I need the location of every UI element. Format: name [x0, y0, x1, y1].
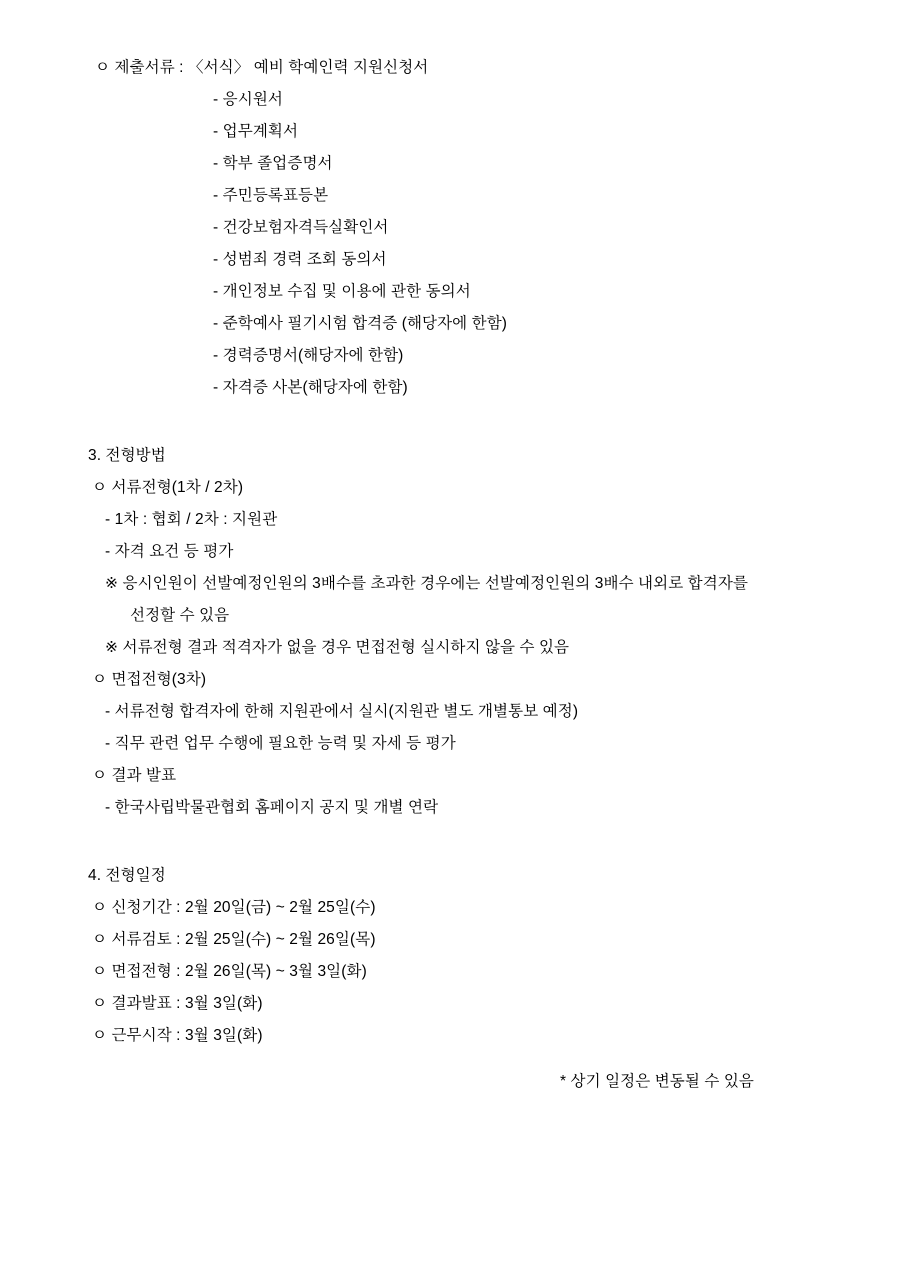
submission-document-item: - 자격증 사본(해당자에 한함) [213, 379, 408, 396]
submission-document-item: - 개인정보 수집 및 이용에 관한 동의서 [213, 283, 471, 300]
selection-method-line: - 자격 요건 등 평가 [105, 543, 234, 560]
selection-method-note: ※ 응시인원이 선발예정인원의 3배수를 초과한 경우에는 선발예정인원의 3배수 내외로 합격자를 [105, 575, 748, 592]
selection-method-line: ㅇ 결과 발표 [92, 767, 177, 784]
spacer [0, 824, 900, 860]
submission-documents-heading: ㅇ 제출서류 : 〈서식〉 예비 학예인력 지원신청서 [95, 59, 429, 76]
schedule-line: ㅇ 결과발표 : 3월 3일(화) [92, 995, 263, 1012]
schedule-line: ㅇ 신청기간 : 2월 20일(금) ~ 2월 25일(수) [92, 899, 376, 916]
schedule-line: ㅇ 면접전형 : 2월 26일(목) ~ 3월 3일(화) [92, 963, 367, 980]
selection-method-line: - 직무 관련 업무 수행에 필요한 능력 및 자세 등 평가 [105, 735, 456, 752]
submission-document-item: - 경력증명서(해당자에 한함) [213, 347, 404, 364]
spacer [0, 404, 900, 440]
selection-method-note: ※ 서류전형 결과 적격자가 없을 경우 면접전형 실시하지 않을 수 있음 [105, 639, 570, 656]
section-selection-schedule [0, 860, 900, 1098]
submission-document-item: - 업무계획서 [213, 123, 299, 140]
selection-method-line: - 서류전형 합격자에 한해 지원관에서 실시(지원관 별도 개별통보 예정) [105, 703, 579, 720]
submission-document-item: - 성범죄 경력 조회 동의서 [213, 251, 387, 268]
selection-method-note-continued: 선정할 수 있음 [130, 607, 230, 624]
schedule-footnote: * 상기 일정은 변동될 수 있음 [560, 1073, 754, 1090]
document-body [0, 52, 900, 1098]
submission-document-item: - 준학예사 필기시험 합격증 (해당자에 한함) [213, 315, 508, 332]
section-submission-documents [0, 52, 900, 404]
section-selection-method [0, 440, 900, 824]
selection-method-heading: 3. 전형방법 [88, 447, 166, 464]
schedule-line: ㅇ 서류검토 : 2월 25일(수) ~ 2월 26일(목) [92, 931, 376, 948]
selection-method-line: ㅇ 서류전형(1차 / 2차) [92, 479, 244, 496]
selection-method-line: - 1차 : 협회 / 2차 : 지원관 [105, 511, 278, 528]
spacer [0, 1052, 900, 1066]
selection-method-line: - 한국사립박물관협회 홈페이지 공지 및 개별 연락 [105, 799, 439, 816]
submission-document-item: - 주민등록표등본 [213, 187, 329, 204]
schedule-line: ㅇ 근무시작 : 3월 3일(화) [92, 1027, 263, 1044]
submission-document-item: - 건강보험자격득실확인서 [213, 219, 389, 236]
selection-schedule-heading: 4. 전형일정 [88, 867, 166, 884]
submission-document-item: - 응시원서 [213, 91, 283, 108]
selection-method-line: ㅇ 면접전형(3차) [92, 671, 207, 688]
submission-document-item: - 학부 졸업증명서 [213, 155, 333, 172]
